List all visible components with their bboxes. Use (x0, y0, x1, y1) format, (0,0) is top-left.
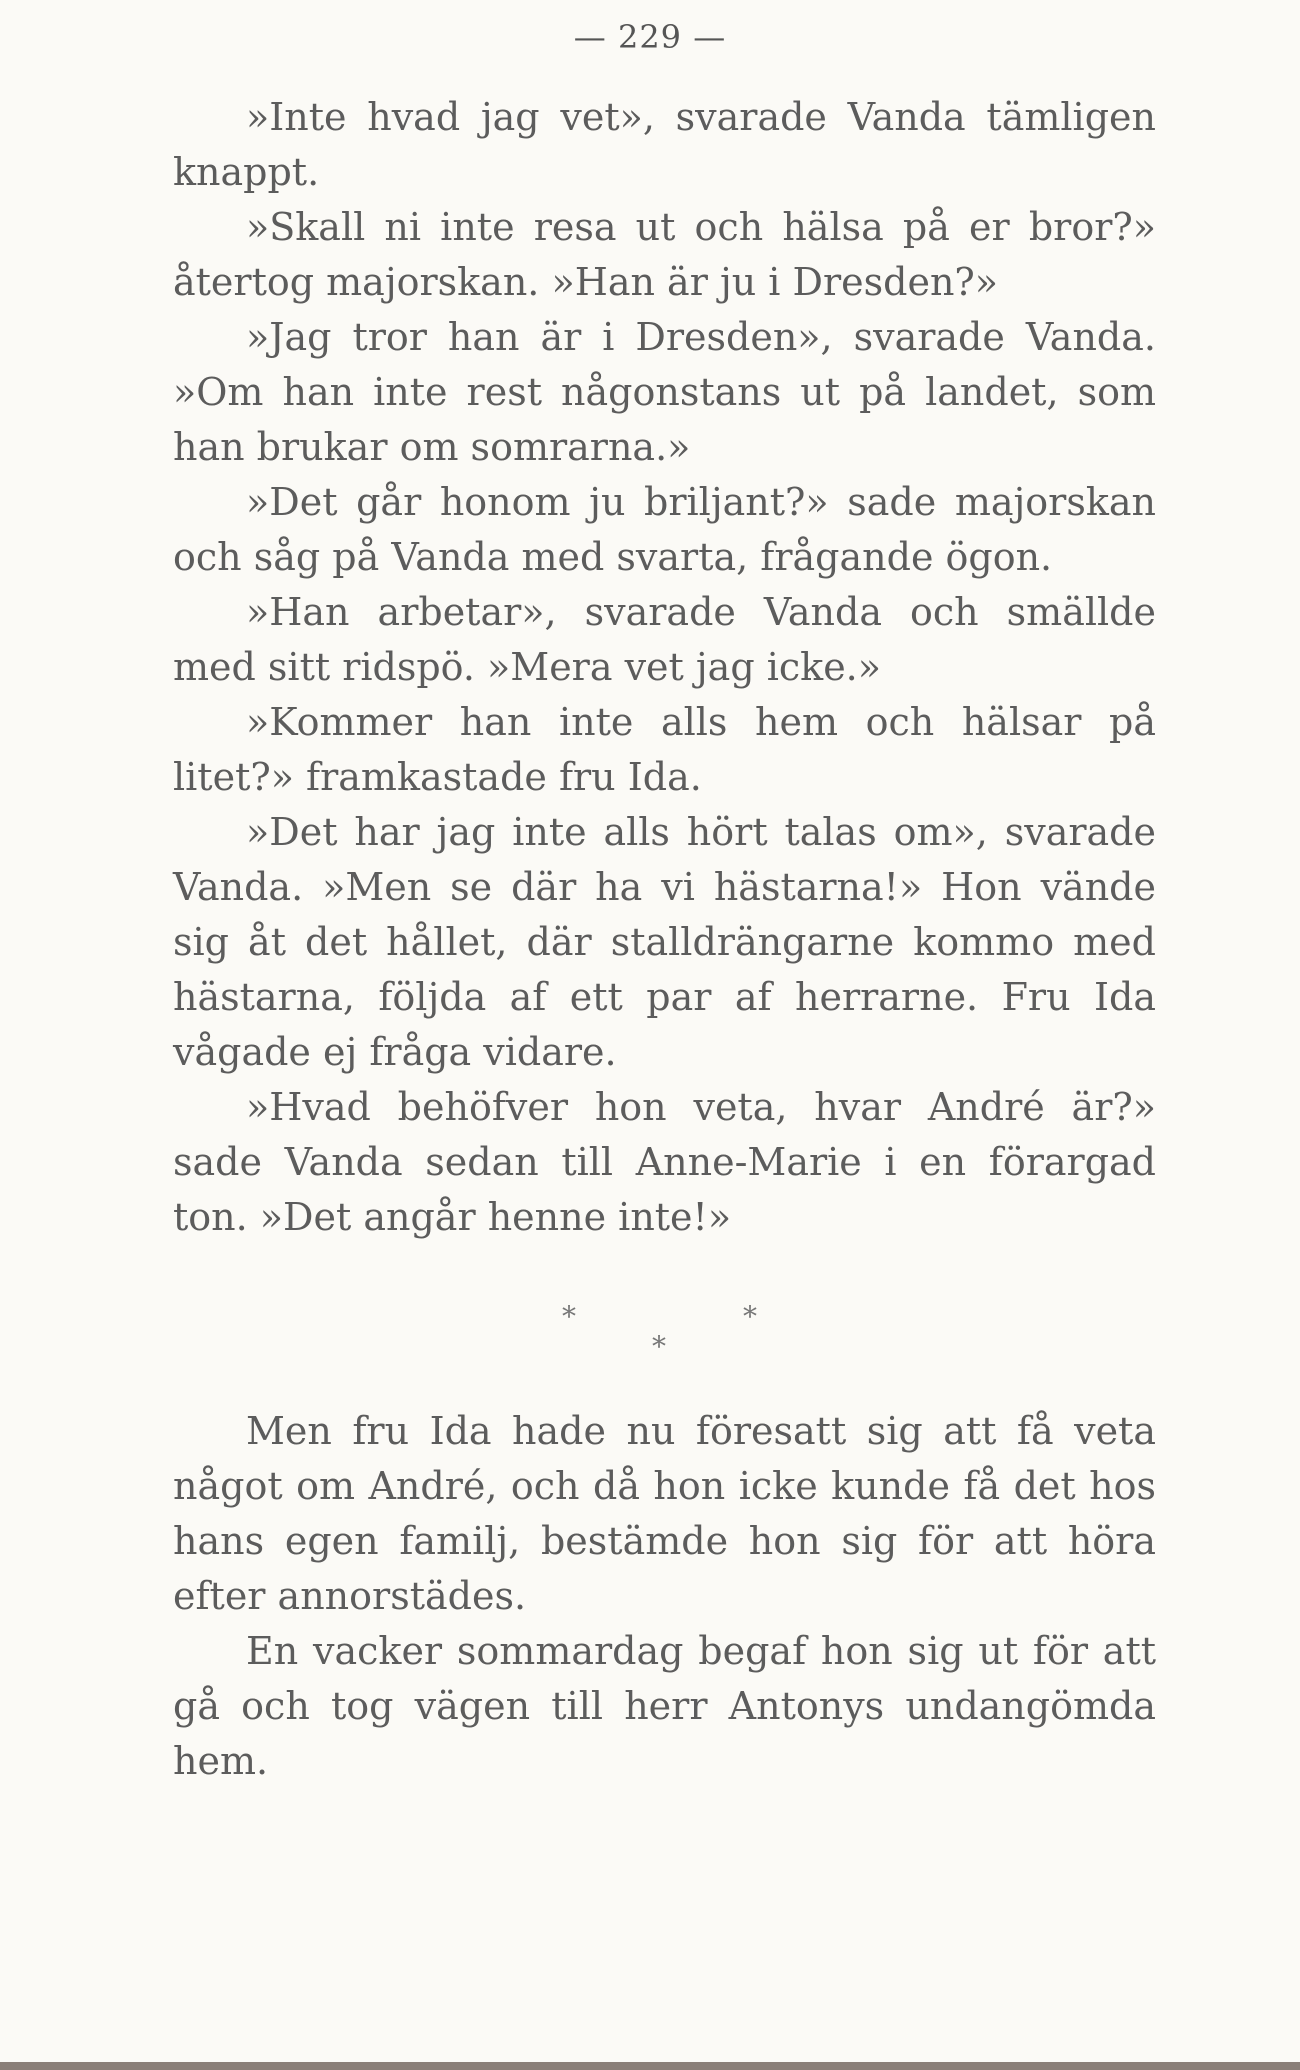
narrative-section (173, 1404, 1156, 1789)
dialogue-section (173, 90, 1156, 1245)
paragraph: En vacker sommardag begaf hon sig ut för att gå och tog vägen till herr Antonys undangömda hem. (173, 1629, 1156, 1783)
paragraph: »Inte hvad jag vet», svarade Vanda tämligen knappt. (173, 95, 1156, 194)
paragraph: »Han arbetar», svarade Vanda och smällde med sitt ridspö. »Mera vet jag icke.» (173, 590, 1156, 689)
paragraph: »Det har jag inte alls hört talas om», svarade Vanda. »Men se där ha vi hästarna!» Hon vände sig åt det hållet, där stalldrängarne kommo med hästarna, följda af ett par af herrarne. Fru Ida vågade ej fråga vidare. (173, 810, 1156, 1074)
asterisk: * (652, 1330, 666, 1363)
paragraph: »Det går honom ju briljant?» sade majorskan och såg på Vanda med svarta, frågande ögon. (173, 480, 1156, 579)
paragraph: »Skall ni inte resa ut och hälsa på er bror?» återtog majorskan. »Han är ju i Dresden?» (173, 205, 1156, 304)
paragraph: »Kommer han inte alls hem och hälsar på litet?» framkastade fru Ida. (173, 700, 1156, 799)
paragraph: »Hvad behöfver hon veta, hvar André är?» sade Vanda sedan till Anne-Marie i en förargad ton. »Det angår henne inte!» (173, 1085, 1156, 1239)
section-break-asterism (540, 1300, 800, 1363)
asterisk: * (562, 1300, 576, 1333)
page-number: — 229 — (573, 18, 727, 56)
page-bottom-edge (0, 2062, 1300, 2070)
asterisk: * (743, 1300, 757, 1333)
paragraph: »Jag tror han är i Dresden», svarade Vanda. »Om han inte rest någonstans ut på landet, som han brukar om somrarna.» (173, 315, 1156, 469)
paragraph: Men fru Ida hade nu föresatt sig att få veta något om André, och då hon icke kunde få det hos hans egen familj, bestämde hon sig för att höra efter annorstädes. (173, 1409, 1156, 1618)
